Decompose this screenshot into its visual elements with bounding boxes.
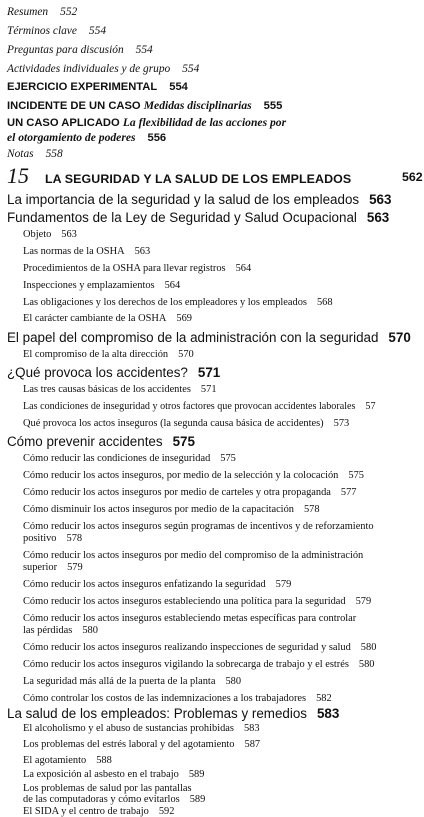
subsection-page: 589 xyxy=(189,794,206,805)
subsection-entry xyxy=(23,263,251,274)
subsection-page: 592 xyxy=(158,806,175,817)
subsection-text: Cómo reducir los actos inseguros estableciendo metas específicas para controlar xyxy=(23,613,357,624)
subsection-text: La seguridad más allá de la puerta de la planta xyxy=(23,676,216,687)
subsection-page: 579 xyxy=(355,596,372,607)
section-page: 570 xyxy=(388,330,411,345)
section-text: El papel del compromiso de la administración con la seguridad xyxy=(7,330,379,345)
entry-page: 552 xyxy=(60,6,78,18)
toc-entry xyxy=(7,25,106,37)
subsection-text: Inspecciones y emplazamientos xyxy=(23,280,155,291)
toc-entry xyxy=(7,6,77,18)
subsection-text: El SIDA y el centro de trabajo xyxy=(23,806,149,817)
subsection-text: Los problemas de salud por las pantallas xyxy=(23,783,192,794)
subsection-text: Las obligaciones y los derechos de los empleadores y los empleados xyxy=(23,297,307,308)
entry-text: Preguntas para discusión xyxy=(7,44,124,56)
subsection-entry xyxy=(23,521,374,532)
subsection-text: El compromiso de la alta dirección xyxy=(23,349,169,360)
subsection-entry xyxy=(23,806,174,817)
entry-page: 554 xyxy=(135,44,153,56)
subsection-text: Los problemas del estrés laboral y del agotamiento xyxy=(23,739,235,750)
subsection-page: 570 xyxy=(178,349,194,360)
subsection-text: Objeto xyxy=(23,229,52,240)
subsection-page: 580 xyxy=(358,659,375,670)
subsection-page: 583 xyxy=(243,723,260,734)
subsection-text: La exposición al asbesto en el trabajo xyxy=(23,769,179,780)
subsection-text: El alcoholismo y el abuso de sustancias prohibidas xyxy=(23,723,234,734)
section-title xyxy=(7,365,220,380)
subsection-entry-cont xyxy=(23,625,98,636)
toc-entry-applied-case xyxy=(7,116,286,129)
subsection-text: Cómo reducir los actos inseguros por medio de carteles y otra propaganda xyxy=(23,487,331,498)
subsection-text: Las condiciones de inseguridad y otros factores que provocan accidentes laborales xyxy=(23,401,356,412)
toc-entry-incident xyxy=(7,99,282,112)
subsection-text: El agotamiento xyxy=(23,755,87,766)
subsection-text: Las tres causas básicas de los accidentes xyxy=(23,384,191,395)
subsection-entry-cont xyxy=(23,794,205,805)
entry-page: 554 xyxy=(88,25,107,37)
subsection-page: 569 xyxy=(176,313,192,324)
subsection-text: Cómo reducir los actos inseguros por medio del compromiso de la administración xyxy=(23,550,364,561)
subsection-page: 578 xyxy=(66,533,83,544)
section-title xyxy=(7,434,195,449)
section-page: 563 xyxy=(369,192,392,207)
subsection-entry xyxy=(23,755,112,766)
subsection-entry xyxy=(23,313,192,324)
subsection-page: 582 xyxy=(316,693,332,704)
section-text: ¿Qué provoca los accidentes? xyxy=(7,365,188,380)
subsection-entry xyxy=(23,659,374,670)
subsection-entry-cont xyxy=(23,533,82,544)
subsection-entry xyxy=(23,280,180,291)
section-title xyxy=(7,706,339,721)
chapter-number: 15 xyxy=(7,163,29,188)
subsection-entry-cont xyxy=(23,562,83,573)
entry-text: Términos clave xyxy=(7,25,77,37)
subsection-text: Cómo controlar los costos de las indemnizaciones a los trabajadores xyxy=(23,693,307,704)
entry-subtitle: el otorgamiento de poderes xyxy=(7,131,136,144)
subsection-text: Procedimientos de la OSHA para llevar registros xyxy=(23,263,226,274)
subsection-text: de las computadoras y cómo evitarlos xyxy=(23,794,180,805)
subsection-entry xyxy=(23,418,349,429)
subsection-entry xyxy=(23,349,194,360)
section-title xyxy=(7,192,391,207)
subsection-page: 580 xyxy=(360,642,377,653)
subsection-text: positivo xyxy=(23,533,57,544)
subsection-text: Cómo disminuir los actos inseguros por medio de la capacitación xyxy=(23,504,294,515)
section-page: 563 xyxy=(366,210,390,225)
subsection-entry xyxy=(23,487,356,498)
subsection-entry xyxy=(23,739,260,750)
toc-entry-exercise xyxy=(7,81,188,93)
entry-subtitle: Medidas disciplinarias xyxy=(143,99,252,112)
subsection-entry xyxy=(23,596,371,607)
entry-text: Notas xyxy=(7,148,34,160)
subsection-entry xyxy=(23,579,291,590)
entry-text: INCIDENTE DE UN CASO xyxy=(7,100,141,112)
subsection-text: Cómo reducir las condiciones de inseguridad xyxy=(23,453,211,464)
entry-text: Actividades individuales y de grupo xyxy=(7,63,171,75)
subsection-entry xyxy=(23,613,356,624)
entry-page: 554 xyxy=(169,81,188,93)
toc-entry-applied-case-cont xyxy=(7,131,166,144)
section-text: La salud de los empleados: Problemas y remedios xyxy=(7,706,307,721)
section-text: Cómo prevenir accidentes xyxy=(7,434,163,449)
subsection-text: Cómo reducir los actos inseguros realizando inspecciones de seguridad y salud xyxy=(23,642,351,653)
subsection-text: las pérdidas xyxy=(23,625,73,636)
subsection-entry xyxy=(23,769,204,780)
subsection-page: 580 xyxy=(82,625,98,636)
subsection-page: 563 xyxy=(134,246,151,257)
section-page: 583 xyxy=(316,706,340,721)
subsection-page: 563 xyxy=(61,229,77,240)
subsection-page: 575 xyxy=(348,470,364,481)
subsection-page: 588 xyxy=(96,755,112,766)
subsection-entry xyxy=(23,783,192,794)
chapter-title: LA SEGURIDAD Y LA SALUD DE LOS EMPLEADOS xyxy=(45,172,352,186)
subsection-page: 579 xyxy=(67,562,83,573)
entry-text: UN CASO APLICADO xyxy=(7,117,120,129)
subsection-entry xyxy=(23,470,364,481)
entry-subtitle: La flexibilidad de las acciones por xyxy=(122,116,287,129)
chapter-page: 562 xyxy=(402,170,423,184)
subsection-text: Cómo reducir los actos inseguros vigilando la sobrecarga de trabajo y el estrés xyxy=(23,659,349,670)
subsection-text: superior xyxy=(23,562,58,573)
entry-page: 556 xyxy=(147,132,167,144)
subsection-entry xyxy=(23,453,236,464)
subsection-text: Las normas de la OSHA xyxy=(23,246,125,257)
subsection-page: 57 xyxy=(365,401,376,412)
subsection-text: Cómo reducir los actos inseguros según programas de incentivos y de reforzamiento xyxy=(23,521,374,532)
section-page: 575 xyxy=(172,434,195,449)
section-title xyxy=(7,210,389,225)
subsection-entry xyxy=(23,504,320,515)
section-text: La importancia de la seguridad y la salud de los empleados xyxy=(7,192,360,207)
subsection-entry xyxy=(23,723,260,734)
subsection-entry xyxy=(23,384,217,395)
subsection-entry xyxy=(23,229,77,240)
entry-page: 554 xyxy=(182,63,200,75)
subsection-page: 580 xyxy=(225,676,242,687)
toc-entry xyxy=(7,63,199,75)
subsection-page: 589 xyxy=(188,769,205,780)
subsection-entry xyxy=(23,693,332,704)
subsection-entry xyxy=(23,676,241,687)
subsection-entry xyxy=(23,246,150,257)
toc-entry xyxy=(7,148,63,160)
subsection-entry xyxy=(23,401,376,412)
subsection-entry xyxy=(23,550,363,561)
subsection-page: 577 xyxy=(340,487,357,498)
subsection-page: 564 xyxy=(164,280,181,291)
subsection-page: 564 xyxy=(235,263,252,274)
section-text: Fundamentos de la Ley de Seguridad y Salud Ocupacional xyxy=(7,210,357,225)
entry-page: 558 xyxy=(45,148,63,160)
subsection-page: 575 xyxy=(220,453,236,464)
subsection-text: Cómo reducir los actos inseguros enfatizando la seguridad xyxy=(23,579,266,590)
subsection-page: 573 xyxy=(333,418,350,429)
subsection-entry xyxy=(23,297,333,308)
subsection-text: Cómo reducir los actos inseguros, por medio de la selección y la colocación xyxy=(23,470,339,481)
section-title xyxy=(7,330,411,345)
chapter-heading xyxy=(7,163,424,189)
toc-entry xyxy=(7,44,153,56)
subsection-page: 587 xyxy=(244,739,261,750)
subsection-text: Qué provoca los actos inseguros (la segunda causa básica de accidentes) xyxy=(23,418,324,429)
subsection-page: 578 xyxy=(303,504,320,515)
subsection-page: 571 xyxy=(200,384,217,395)
subsection-text: El carácter cambiante de la OSHA xyxy=(23,313,167,324)
entry-page: 555 xyxy=(263,100,283,112)
entry-text: Resumen xyxy=(7,6,49,18)
subsection-text: Cómo reducir los actos inseguros estableciendo una política para la seguridad xyxy=(23,596,346,607)
subsection-entry xyxy=(23,642,376,653)
section-page: 571 xyxy=(197,365,221,380)
entry-text: EJERCICIO EXPERIMENTAL xyxy=(7,81,158,93)
subsection-page: 568 xyxy=(316,297,333,308)
subsection-page: 579 xyxy=(275,579,292,590)
